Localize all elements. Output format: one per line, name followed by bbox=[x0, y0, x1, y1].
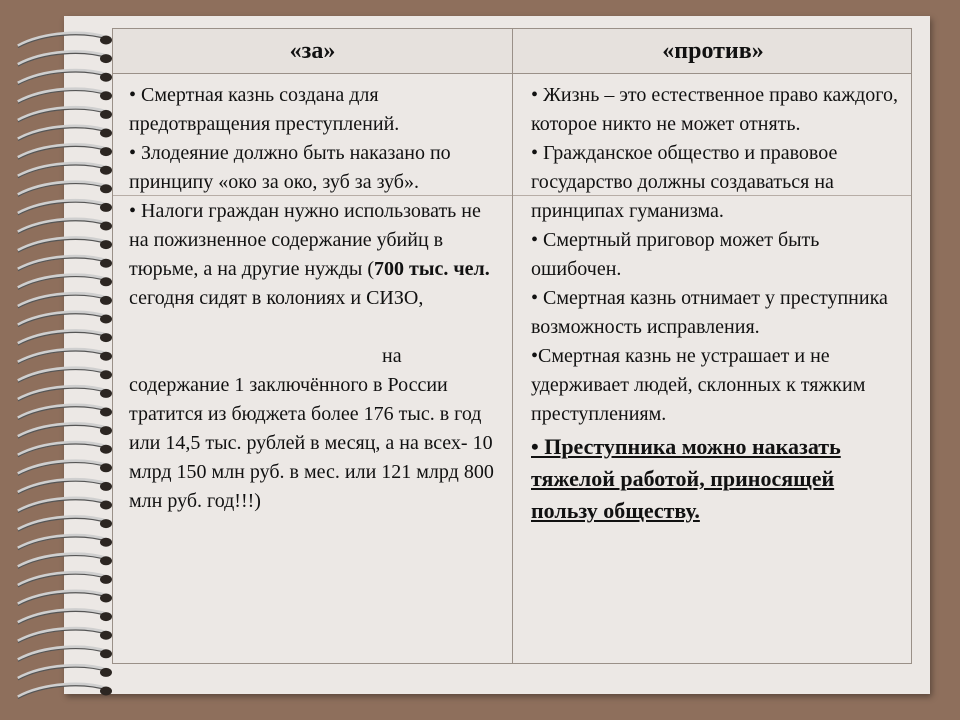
spiral-ring-shadow bbox=[18, 351, 108, 364]
spiral-hole bbox=[100, 408, 112, 417]
spiral-ring-shadow bbox=[18, 630, 108, 643]
spiral-hole bbox=[100, 352, 112, 361]
spiral-hole bbox=[100, 538, 112, 547]
spiral-ring-shadow bbox=[18, 35, 108, 48]
spiral-hole bbox=[100, 370, 112, 379]
spiral-hole bbox=[100, 129, 112, 138]
spiral-hole bbox=[100, 315, 112, 324]
spiral-ring-shadow bbox=[18, 184, 108, 197]
spiral-ring-shadow bbox=[18, 239, 108, 252]
spiral-hole bbox=[100, 222, 112, 231]
spiral-ring-shadow bbox=[18, 649, 108, 662]
column-divider bbox=[512, 29, 513, 663]
spiral-hole bbox=[100, 482, 112, 491]
spiral-hole bbox=[100, 445, 112, 454]
spiral-hole bbox=[100, 687, 112, 696]
spiral-hole bbox=[100, 277, 112, 286]
spiral-hole bbox=[100, 519, 112, 528]
spiral-ring-shadow bbox=[18, 258, 108, 271]
spiral-hole bbox=[100, 668, 112, 677]
spiral-ring-shadow bbox=[18, 295, 108, 308]
spiral-ring-shadow bbox=[18, 500, 108, 513]
protiv-item-3: • Смертный приговор может быть ошибочен. bbox=[531, 229, 820, 280]
spiral-ring-shadow bbox=[18, 109, 108, 122]
header-protiv: «против» bbox=[662, 38, 764, 64]
spiral-hole bbox=[100, 36, 112, 45]
spiral-ring-shadow bbox=[18, 518, 108, 531]
spiral-hole bbox=[100, 594, 112, 603]
za-item-3-text-c: содержание 1 заключённого в России тратится из бюджета более 176 тыс. в год или 14,5 тыс. рублей в месяц, а на всех- 10 млрд 150 млн руб. в мес. или 121 млрд 800 млн руб. год!!!) bbox=[129, 374, 494, 512]
spiral-hole bbox=[100, 166, 112, 175]
za-cell bbox=[129, 81, 499, 516]
za-item-3-bold: 700 тыс. чел. bbox=[374, 258, 490, 280]
spiral-ring-shadow bbox=[18, 314, 108, 327]
spiral-hole bbox=[100, 556, 112, 565]
spiral-hole bbox=[100, 259, 112, 268]
za-item-2: • Злодеяние должно быть наказано по принципу «око за око, зуб за зуб». bbox=[129, 142, 451, 193]
za-item-3-text-a: • Налоги граждан нужно использовать не на пожизненное содержание убийц в тюрьме, а на другие нужды ( bbox=[129, 200, 481, 280]
spiral-ring-shadow bbox=[18, 370, 108, 383]
spiral-hole bbox=[100, 73, 112, 82]
comparison-table bbox=[112, 28, 912, 664]
protiv-cell bbox=[531, 81, 903, 527]
za-item-1: • Смертная казнь создана для предотвращения преступлений. bbox=[129, 84, 400, 135]
protiv-item-5: •Смертная казнь не устрашает и не удерживает людей, склонных к тяжким преступлениям. bbox=[531, 345, 866, 425]
spiral-ring-shadow bbox=[18, 277, 108, 290]
spiral-hole bbox=[100, 463, 112, 472]
spiral-hole bbox=[100, 296, 112, 305]
spiral-hole bbox=[100, 333, 112, 342]
spiral-hole bbox=[100, 91, 112, 100]
spiral-hole bbox=[100, 240, 112, 249]
spiral-ring-shadow bbox=[18, 611, 108, 624]
spiral-ring-shadow bbox=[18, 53, 108, 66]
spiral-ring-shadow bbox=[18, 146, 108, 159]
spiral-ring-shadow bbox=[18, 407, 108, 420]
protiv-item-6: • Преступника можно наказать тяжелой работой, приносящей пользу обществу. bbox=[531, 434, 841, 523]
spiral-ring-shadow bbox=[18, 444, 108, 457]
protiv-item-4: • Смертная казнь отнимает у преступника возможность исправления. bbox=[531, 287, 888, 338]
protiv-item-2: • Гражданское общество и правовое государство должны создаваться на принципах гуманизма. bbox=[531, 142, 838, 222]
spiral-ring-shadow bbox=[18, 481, 108, 494]
spiral-ring-shadow bbox=[18, 72, 108, 85]
protiv-item-1: • Жизнь – это естественное право каждого, которое никто не может отнять. bbox=[531, 84, 899, 135]
spiral-hole bbox=[100, 612, 112, 621]
spiral-ring-shadow bbox=[18, 202, 108, 215]
spiral-ring-shadow bbox=[18, 667, 108, 680]
spiral-ring-shadow bbox=[18, 388, 108, 401]
spiral-ring-shadow bbox=[18, 593, 108, 606]
spiral-ring-shadow bbox=[18, 686, 108, 699]
spiral-ring-shadow bbox=[18, 556, 108, 569]
header-za: «за» bbox=[289, 38, 336, 64]
spiral-hole bbox=[100, 631, 112, 640]
spiral-hole bbox=[100, 575, 112, 584]
spiral-ring-shadow bbox=[18, 463, 108, 476]
spiral-hole bbox=[100, 649, 112, 658]
spiral-hole bbox=[100, 203, 112, 212]
spiral-ring-shadow bbox=[18, 425, 108, 438]
za-item-3-na: на bbox=[382, 345, 402, 367]
spiral-ring-shadow bbox=[18, 128, 108, 141]
spiral-ring-shadow bbox=[18, 332, 108, 345]
spiral-binding-icon bbox=[14, 22, 114, 702]
spiral-ring-shadow bbox=[18, 574, 108, 587]
blank-line bbox=[129, 313, 499, 342]
spiral-hole bbox=[100, 389, 112, 398]
spiral-hole bbox=[100, 184, 112, 193]
spiral-hole bbox=[100, 110, 112, 119]
spiral-hole bbox=[100, 54, 112, 63]
spiral-hole bbox=[100, 426, 112, 435]
spiral-hole bbox=[100, 501, 112, 510]
spiral-ring-shadow bbox=[18, 91, 108, 104]
spiral-ring-shadow bbox=[18, 537, 108, 550]
spiral-ring-shadow bbox=[18, 221, 108, 234]
spiral-hole bbox=[100, 147, 112, 156]
za-item-3-text-b: сегодня сидят в колониях и СИЗО, bbox=[129, 287, 424, 309]
spiral-ring-shadow bbox=[18, 165, 108, 178]
za-item-3 bbox=[129, 197, 499, 313]
